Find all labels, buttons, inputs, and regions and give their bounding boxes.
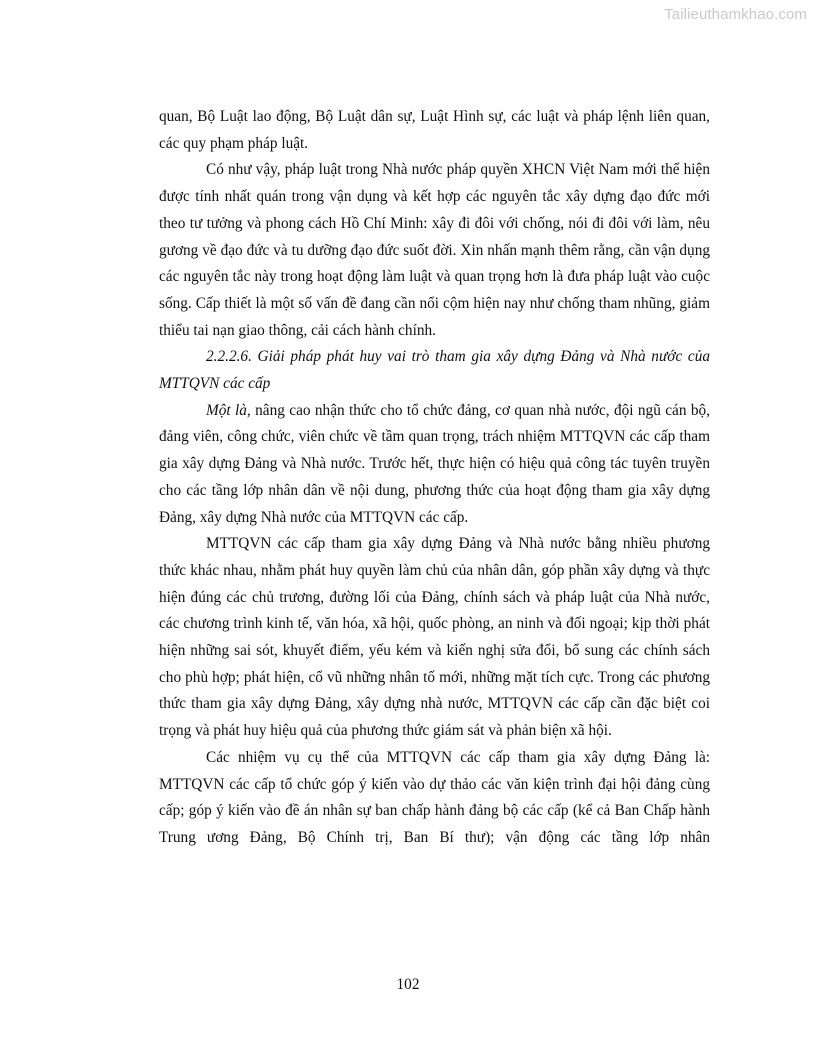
paragraph-3 (159, 398, 710, 532)
page-body (159, 104, 710, 852)
page-number: 102 (396, 976, 420, 993)
paragraph-3-text: nâng cao nhận thức cho tổ chức đảng, cơ quan nhà nước, đội ngũ cán bộ, đảng viên, công chức, viên chức về tầm quan trọng, trách nhiệm MTTQVN các cấp tham gia xây dựng Đảng và Nhà nước. Trước hết, thực hiện có hiệu quả công tác tuyên truyền cho các tầng lớp nhân dân về nội dung, phương thức của hoạt động tham gia xây dựng Đảng, xây dựng Nhà nước của MTTQVN các cấp. (159, 401, 710, 526)
paragraph-3-lead: Một là, (206, 401, 251, 419)
section-heading: 2.2.2.6. Giải pháp phát huy vai trò tham gia xây dựng Đảng và Nhà nước của MTTQVN các cấp (159, 348, 710, 393)
paragraph-4: MTTQVN các cấp tham gia xây dựng Đảng và Nhà nước bằng nhiều phương thức khác nhau, nhằm phát huy quyền làm chủ của nhân dân, góp phần xây dựng và thực hiện đúng các chủ trương, đường lối của Đảng, chính sách và pháp luật của Nhà nước, các chương trình kinh tế, văn hóa, xã hội, quốc phòng, an ninh và đối ngoại; kịp thời phát hiện những sai sót, khuyết điểm, yếu kém và kiến nghị sửa đổi, bổ sung các chính sách cho phù hợp; phát hiện, cổ vũ những nhân tố mới, những mặt tích cực. Trong các phương thức tham gia xây dựng Đảng, xây dựng nhà nước, MTTQVN các cấp cần đặc biệt coi trọng và phát huy hiệu quả của phương thức giám sát và phản biện xã hội. (159, 535, 710, 740)
paragraph-2: Có như vậy, pháp luật trong Nhà nước pháp quyền XHCN Việt Nam mới thể hiện được tính nhất quán trong vận dụng và kết hợp các nguyên tắc xây dựng đạo đức mới theo tư tưởng và phong cách Hồ Chí Minh: xây đi đôi với chống, nói đi đôi với làm, nêu gương về đạo đức và tu dưỡng đạo đức suốt đời. Xin nhấn mạnh thêm rằng, cần vận dụng các nguyên tắc này trong hoạt động làm luật và quan trọng hơn là đưa pháp luật vào cuộc sống. Cấp thiết là một số vấn đề đang cần nổi cộm hiện nay như chống tham nhũng, giảm thiểu tai nạn giao thông, cải cách hành chính. (159, 161, 710, 339)
watermark: Tailieuthamkhao.com (664, 6, 807, 23)
paragraph-5: Các nhiệm vụ cụ thể của MTTQVN các cấp tham gia xây dựng Đảng là: MTTQVN các cấp tổ chức góp ý kiến vào dự thảo các văn kiện trình đại hội đảng cùng cấp; góp ý kiến vào đề án nhân sự ban chấp hành đảng bộ các cấp (kể cả Ban Chấp hành Trung ương Đảng, Bộ Chính trị, Ban Bí thư); vận động các tầng lớp nhân (159, 748, 710, 846)
paragraph-1: quan, Bộ Luật lao động, Bộ Luật dân sự, Luật Hình sự, các luật và pháp lệnh liên quan, các quy phạm pháp luật. (159, 108, 710, 152)
